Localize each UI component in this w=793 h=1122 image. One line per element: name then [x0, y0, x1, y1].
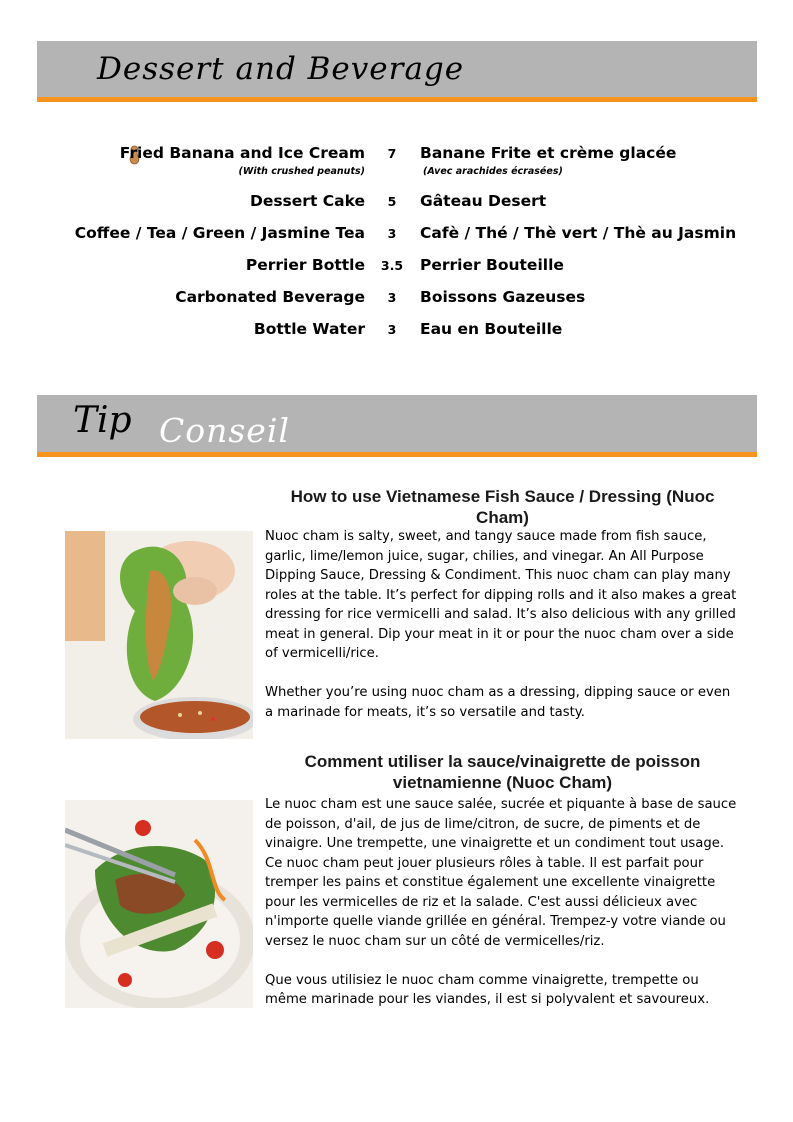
item-name-fr: Banane Frite et crème glacée	[420, 144, 677, 162]
section-title: Dessert and Beverage	[97, 51, 465, 87]
menu-item	[0, 256, 793, 280]
item-name-fr: Gâteau Desert	[420, 192, 547, 210]
tip-header	[37, 395, 757, 457]
item-price: 3.5	[380, 258, 404, 273]
tip-paragraph: Whether you’re using nuoc cham as a dressing, dipping sauce or even a marinade for meats, it’s so versatile and tasty.	[265, 685, 731, 720]
tip-paragraph: Nuoc cham is salty, sweet, and tangy sauce made from fish sauce, garlic, lime/lemon juice, sugar, chilies, and vinegar. An All Purpose Dipping Sauce, Dressing & Condiment. This nuoc cham can play many roles at the table. It’s perfect for dipping rolls and it also makes a great dressing for rice vermicelli and salad. It’s also delicious with any grilled meat in general. Dip your meat in it or pour the nuoc cham over a side of vermicelli/rice.	[265, 529, 737, 661]
item-name-en: Dessert Cake	[249, 192, 365, 210]
tip-paragraph: Que vous utilisiez le nuoc cham comme vinaigrette, trempette ou même marinade pour les viandes, il est si polyvalent et savoureux.	[265, 972, 710, 1007]
menu-item	[0, 288, 793, 312]
tip-text-en	[265, 527, 740, 722]
item-name-en: Perrier Bottle	[245, 256, 365, 274]
menu-item	[0, 320, 793, 344]
item-name-fr: Perrier Bouteille	[420, 256, 564, 274]
item-name-en: Bottle Water	[253, 320, 365, 338]
item-price: 3	[387, 290, 397, 305]
tip-text-fr	[265, 795, 740, 1010]
item-name-fr: Cafè / Thé / Thè vert / Thè au Jasmin	[420, 224, 737, 242]
item-price: 7	[387, 146, 397, 161]
item-name-en: Coffee / Tea / Green / Jasmine Tea	[74, 224, 365, 242]
tip-heading-fr: Comment utiliser la sauce/vinaigrette de poisson vietnamienne (Nuoc Cham)	[304, 752, 701, 792]
spring-roll-photo	[65, 531, 253, 739]
dessert-beverage-header	[37, 41, 757, 102]
item-name-en: Carbonated Beverage	[175, 288, 365, 306]
menu-item	[0, 224, 793, 248]
item-name-en: Fried Banana and Ice Cream	[119, 144, 365, 162]
item-price: 5	[387, 194, 397, 209]
item-price: 3	[387, 322, 397, 337]
item-note-fr: (Avec arachides écrasées)	[423, 166, 563, 177]
item-note-en: (With crushed peanuts)	[238, 166, 365, 177]
conseil-title: Conseil	[159, 411, 290, 450]
item-name-fr: Boissons Gazeuses	[420, 288, 586, 306]
vermicelli-salad-photo	[65, 800, 253, 1008]
tip-title: Tip	[73, 400, 132, 441]
menu-item	[0, 144, 793, 168]
menu-item	[0, 192, 793, 216]
tip-paragraph: Le nuoc cham est une sauce salée, sucrée et piquante à base de sauce de poisson, d'ail, de jus de lime/citron, de sucre, de piments et de vinaigre. Une trempette, une vinaigrette et un condiment tout usage. Ce nuoc cham peut jouer plusieurs rôles à table. Il est parfait pour tremper les pains et constitue également une excellente vinaigrette pour les vermicelles de riz et la salade. C'est aussi délicieux avec n'importe quelle viande grillée en général. Trempez-y votre viande ou versez le nuoc cham sur un côté de vermicelles/riz.	[265, 797, 737, 949]
item-price: 3	[387, 226, 397, 241]
tip-heading-en: How to use Vietnamese Fish Sauce / Dressing (Nuoc Cham)	[290, 487, 715, 527]
item-name-fr: Eau en Bouteille	[420, 320, 563, 338]
